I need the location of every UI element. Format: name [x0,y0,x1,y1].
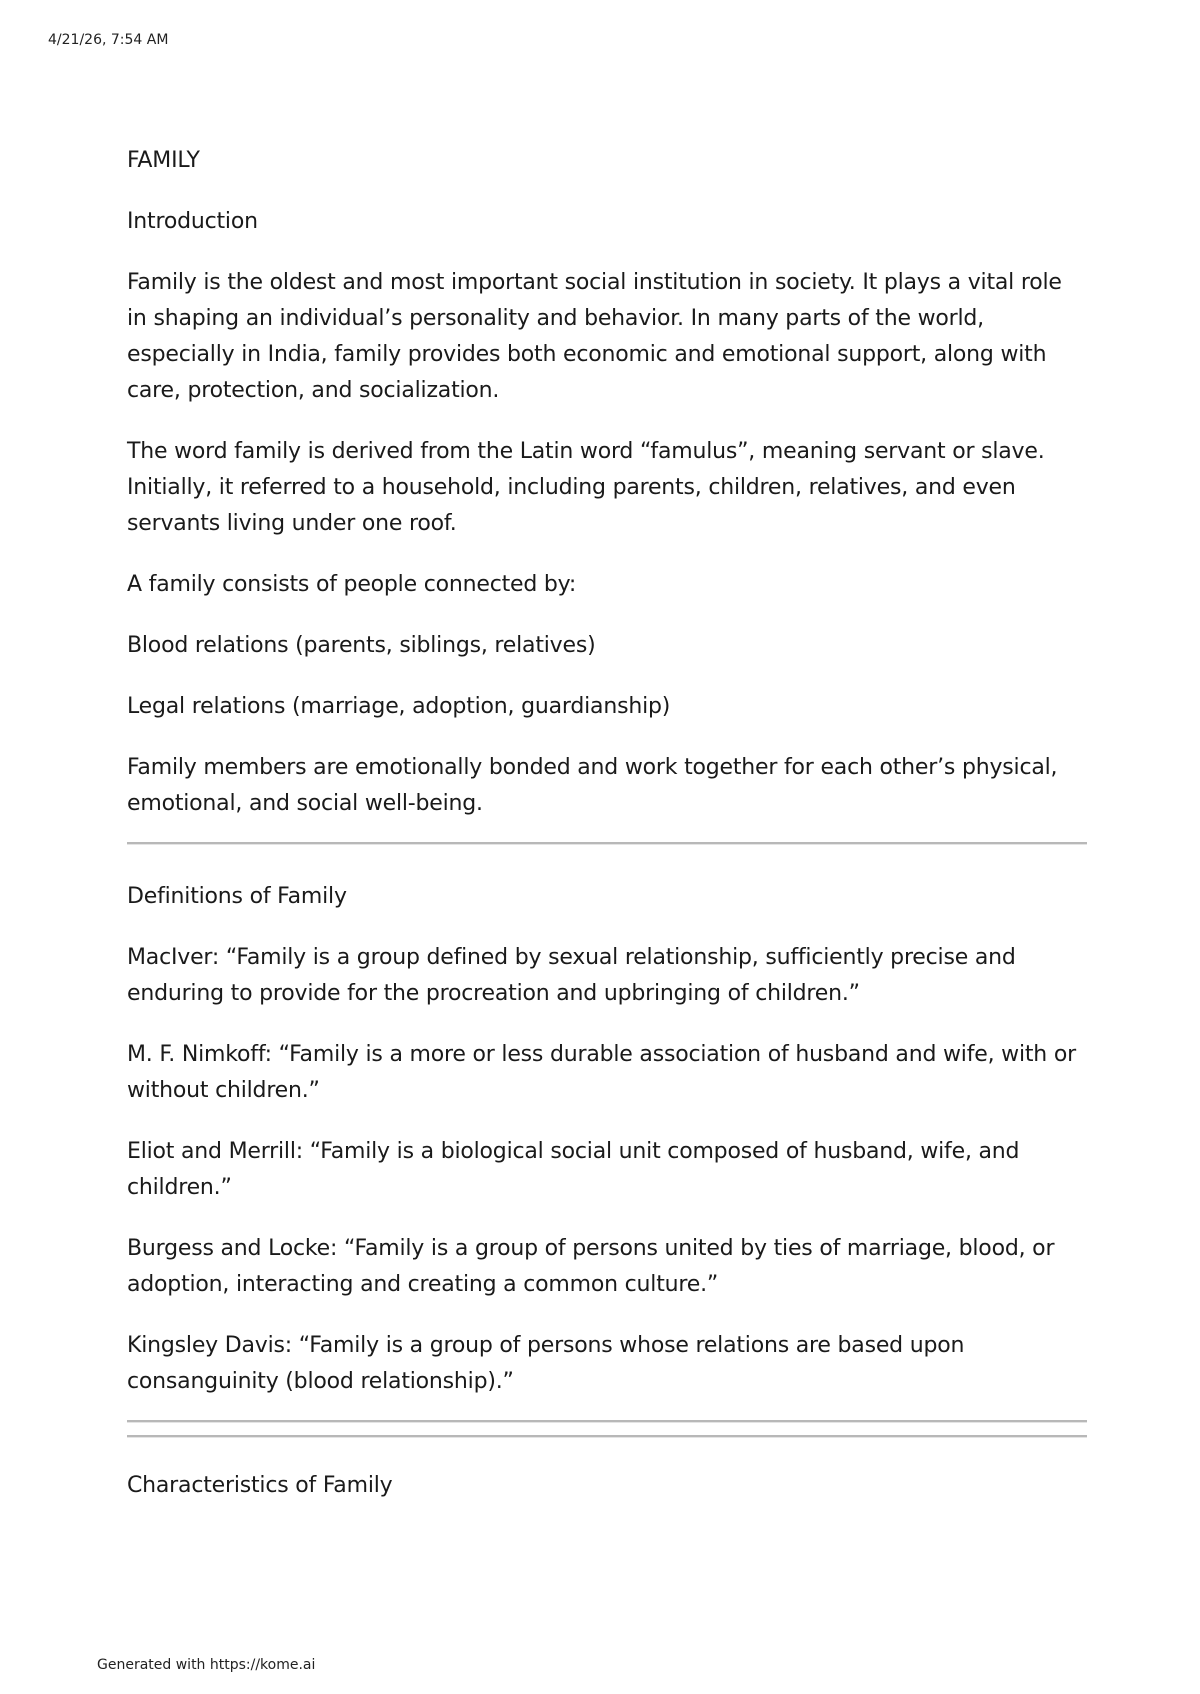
paragraph: The word family is derived from the Latin word “famulus”, meaning servant or slave. Initially, it referred to a household, including parents, children, relatives, and even servants living under one roof. [127,439,1045,536]
definition-item: Eliot and Merrill: “Family is a biological social unit composed of husband, wife, and children.” [127,1139,1020,1200]
section-heading-definitions: Definitions of Family [127,884,347,909]
paragraph: A family consists of people connected by: [127,572,577,597]
section-divider [127,842,1087,845]
list-item: Blood relations (parents, siblings, relatives) [127,633,596,658]
section-divider [127,1435,1087,1438]
section-heading-introduction: Introduction [127,209,258,234]
print-timestamp: 4/21/26, 7:54 AM [48,32,169,48]
paragraph: Family members are emotionally bonded and work together for each other’s physical, emotional, and social well-being. [127,755,1058,816]
definition-item: Kingsley Davis: “Family is a group of persons whose relations are based upon consanguinity (blood relationship).” [127,1333,965,1394]
definition-item: MacIver: “Family is a group defined by sexual relationship, sufficiently precise and enduring to provide for the procreation and upbringing of children.” [127,945,1016,1006]
document-body [127,143,1087,1504]
definition-item: Burgess and Locke: “Family is a group of persons united by ties of marriage, blood, or adoption, interacting and creating a common culture.” [127,1236,1055,1297]
section-divider [127,1420,1087,1423]
document-title: FAMILY [127,148,200,173]
paragraph: Family is the oldest and most important social institution in society. It plays a vital role in shaping an individual’s personality and behavior. In many parts of the world, especially in India, family provides both economic and emotional support, along with care, protection, and socialization. [127,270,1062,403]
list-item: Legal relations (marriage, adoption, guardianship) [127,694,671,719]
generated-with-footer: Generated with https://kome.ai [97,1657,316,1673]
section-heading-characteristics: Characteristics of Family [127,1473,393,1498]
definition-item: M. F. Nimkoff: “Family is a more or less durable association of husband and wife, with or without children.” [127,1042,1076,1103]
